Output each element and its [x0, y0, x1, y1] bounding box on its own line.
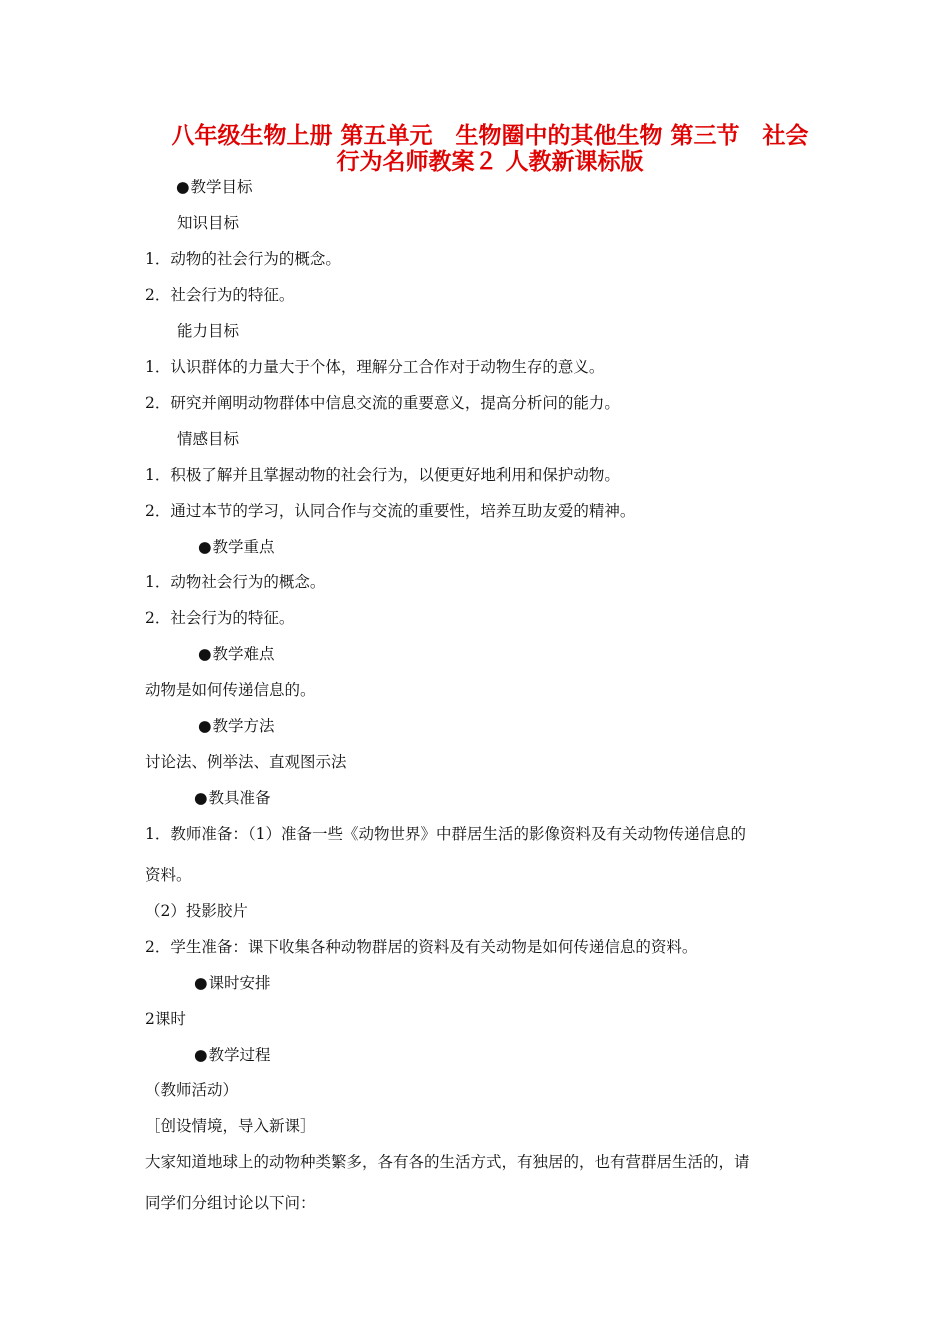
intro-heading: ［创设情境，导入新课］ [145, 1117, 316, 1135]
subheading-knowledge: 知识目标 [177, 214, 240, 232]
emotion-item-1: 1．积极了解并且掌握动物的社会行为，以便更好地利用和保护动物。 [145, 466, 620, 484]
ability-item-1: 1．认识群体的力量大于个体，理解分工合作对于动物生存的意义。 [145, 358, 605, 376]
key-item-2: 2．社会行为的特征。 [145, 609, 295, 627]
heading-key-points: ● 教学重点 [198, 537, 275, 557]
tools-item-1a: 1．教师准备：（1）准备一些《动物世界》中群居生活的影像资料及有关动物传递信息的 [145, 825, 746, 843]
tools-item-1c: （2）投影胶片 [145, 902, 248, 920]
subheading-emotion: 情感目标 [177, 430, 240, 448]
schedule-item-1: 2课时 [145, 1010, 186, 1028]
tools-item-1b: 资料。 [145, 866, 192, 884]
heading-teaching-objectives: ● 教学目标 [176, 177, 253, 197]
subheading-ability: 能力目标 [177, 322, 240, 340]
method-item-1: 讨论法、例举法、直观图示法 [145, 753, 347, 771]
knowledge-item-2: 2．社会行为的特征。 [145, 286, 295, 304]
ability-item-2: 2．研究并阐明动物群体中信息交流的重要意义，提高分析问的能力。 [145, 394, 620, 412]
emotion-item-2: 2．通过本节的学习，认同合作与交流的重要性，培养互助友爱的精神。 [145, 502, 636, 520]
heading-difficult-points: ● 教学难点 [198, 644, 275, 664]
document-title-line-2: 行为名师教案２ 人教新课标版 [336, 149, 644, 175]
heading-schedule: ● 课时安排 [194, 973, 271, 993]
intro-paragraph-line-1: 大家知道地球上的动物种类繁多，各有各的生活方式，有独居的，也有营群居生活的，请 [145, 1153, 750, 1171]
document-title-line-1: 八年级生物上册 第五单元 生物圈中的其他生物 第三节 社会 [171, 123, 809, 149]
difficult-item-1: 动物是如何传递信息的。 [145, 681, 316, 699]
knowledge-item-1: 1．动物的社会行为的概念。 [145, 250, 341, 268]
key-item-1: 1．动物社会行为的概念。 [145, 573, 326, 591]
heading-teaching-process: ● 教学过程 [194, 1045, 271, 1065]
intro-paragraph-line-2: 同学们分组讨论以下问： [145, 1194, 316, 1212]
heading-teaching-method: ● 教学方法 [198, 716, 275, 736]
teacher-activity-label: （教师活动） [145, 1081, 239, 1099]
tools-item-2: 2．学生准备：课下收集各种动物群居的资料及有关动物是如何传递信息的资料。 [145, 938, 698, 956]
heading-teaching-tools: ● 教具准备 [194, 788, 271, 808]
